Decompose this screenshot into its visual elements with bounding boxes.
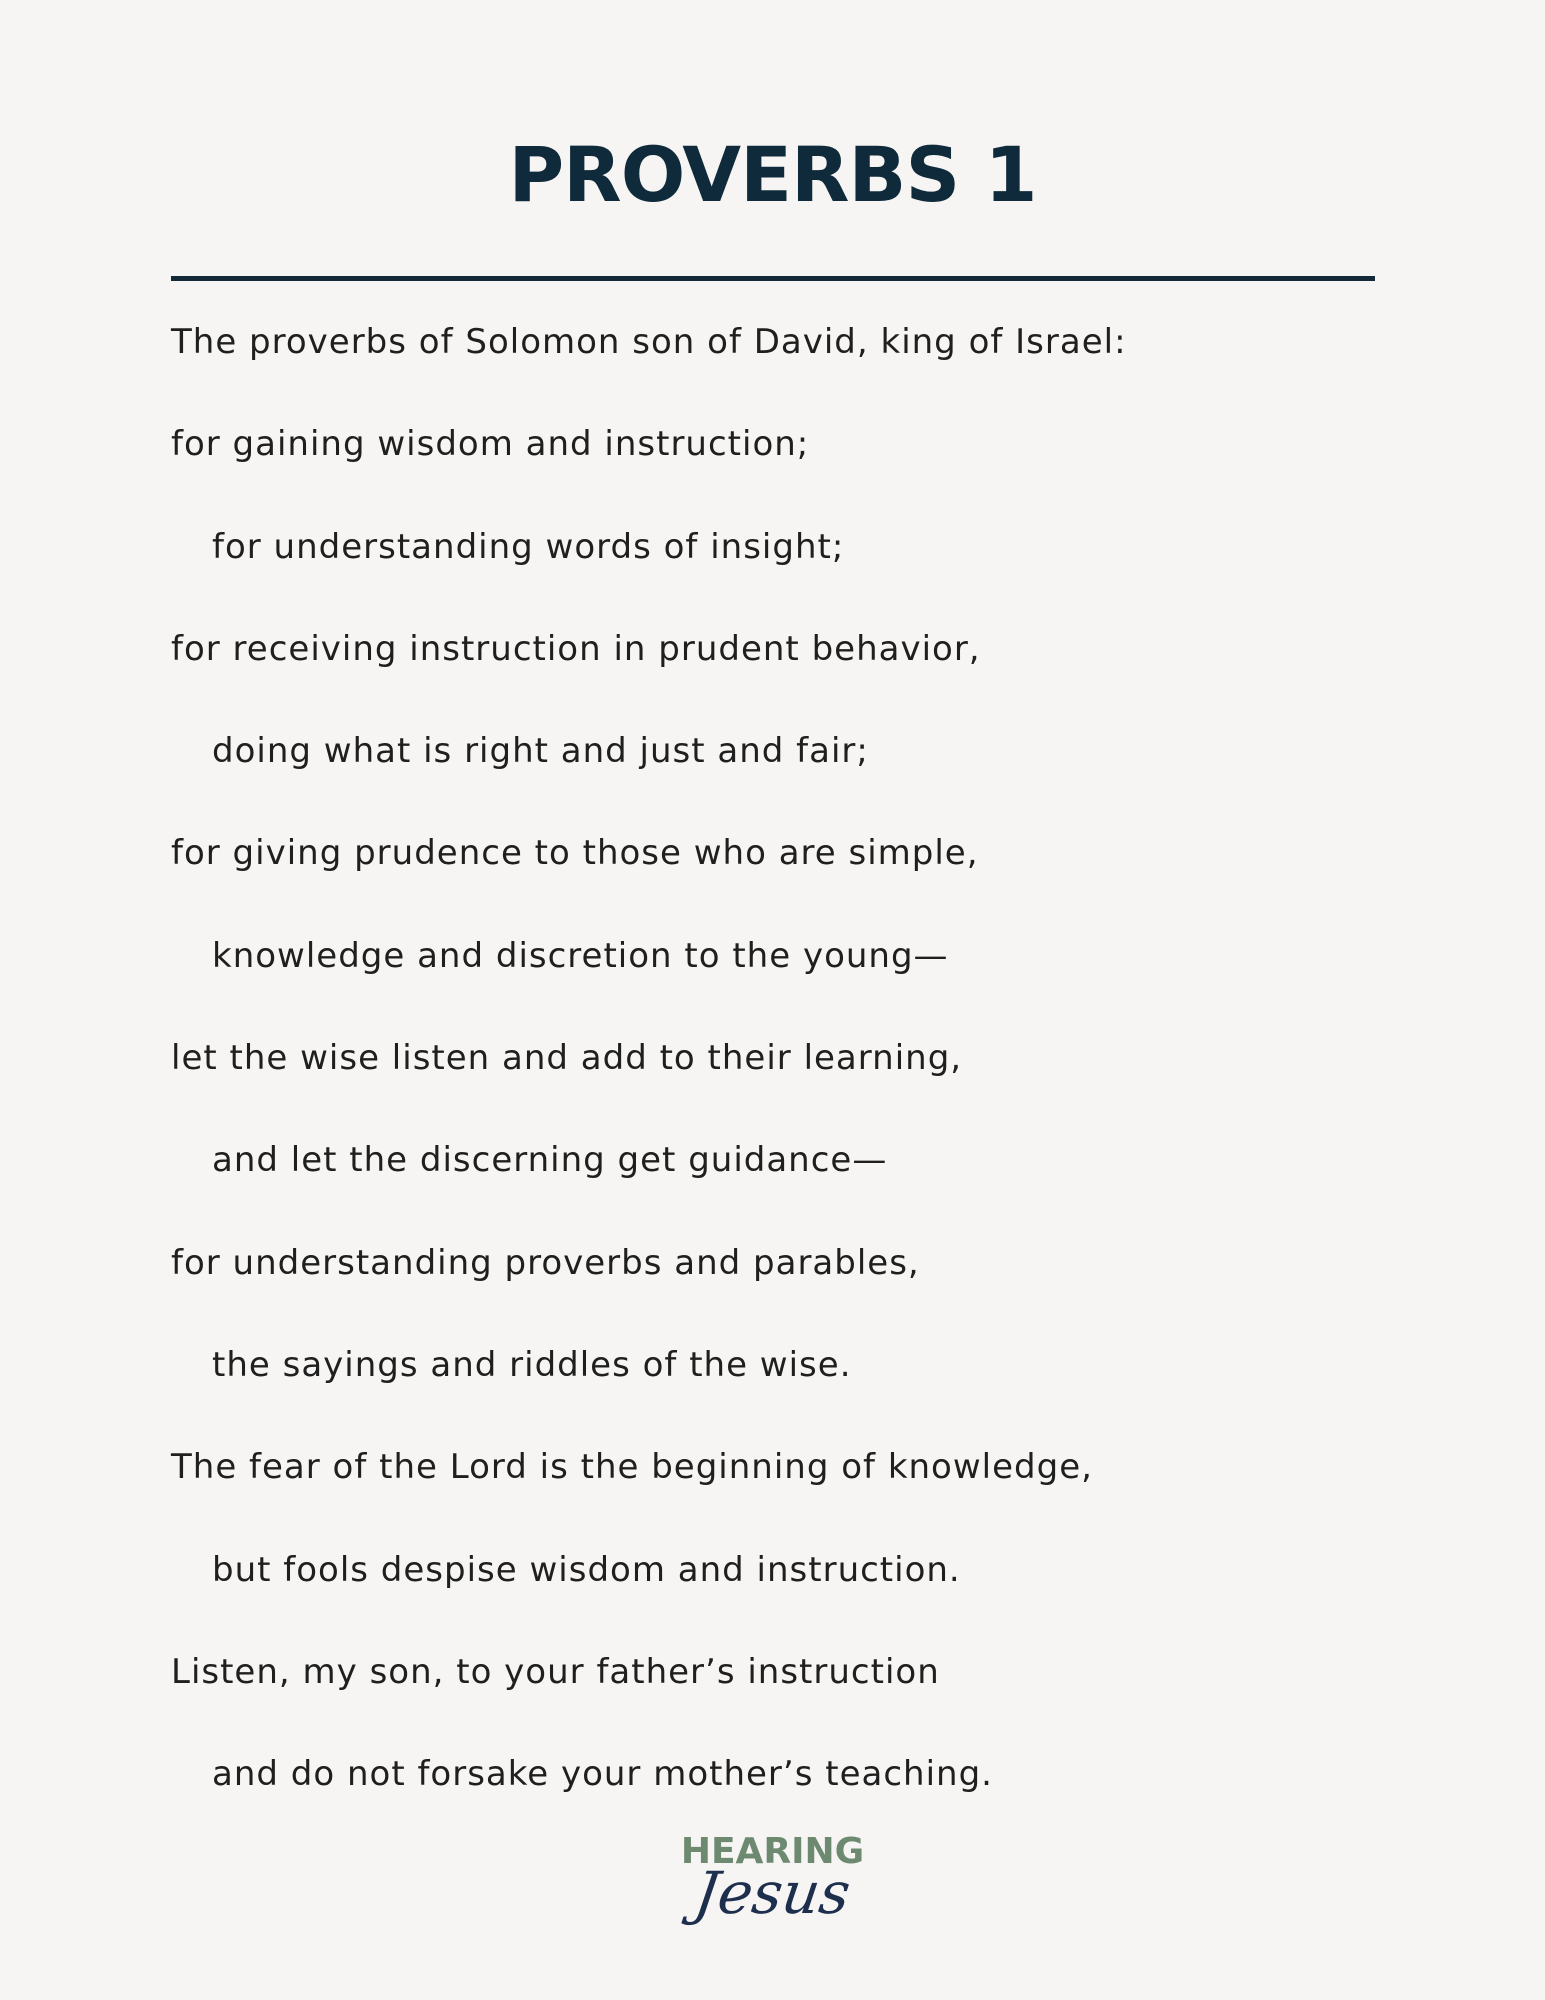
verse-line: and do not forsake your mother’s teaching. [212,1754,993,1795]
page-title: PROVERBS 1 [508,130,1037,219]
verse-line: and let the discerning get guidance— [212,1140,888,1181]
hearing-jesus-logo [0,1830,1545,1940]
verse-line: The proverbs of Solomon son of David, king of Israel: [171,322,1127,362]
logo-word: HEARING [680,1831,865,1872]
verse-line: for gaining wisdom and instruction; [171,424,810,465]
verse-line: for receiving instruction in prudent behavior, [171,628,981,669]
verse-line: for understanding words of insight; [212,526,845,567]
verse-line: the sayings and riddles of the wise. [212,1344,852,1385]
verse-line: doing what is right and just and fair; [212,731,869,772]
verse-line: for giving prudence to those who are simple, [171,833,979,874]
verse-line: for understanding proverbs and parables, [171,1242,920,1283]
verse-line: The fear of the Lord is the beginning of knowledge, [171,1447,1093,1488]
verse-line: let the wise listen and add to their learning, [171,1038,963,1079]
verse-line: but fools despise wisdom and instruction. [212,1549,961,1590]
title-divider [171,276,1375,281]
verse-line: Listen, my son, to your father’s instruction [171,1651,940,1692]
logo-script: Jesus [690,1859,855,1927]
verse-line: knowledge and discretion to the young— [212,935,949,976]
verse-list [171,309,1375,1843]
